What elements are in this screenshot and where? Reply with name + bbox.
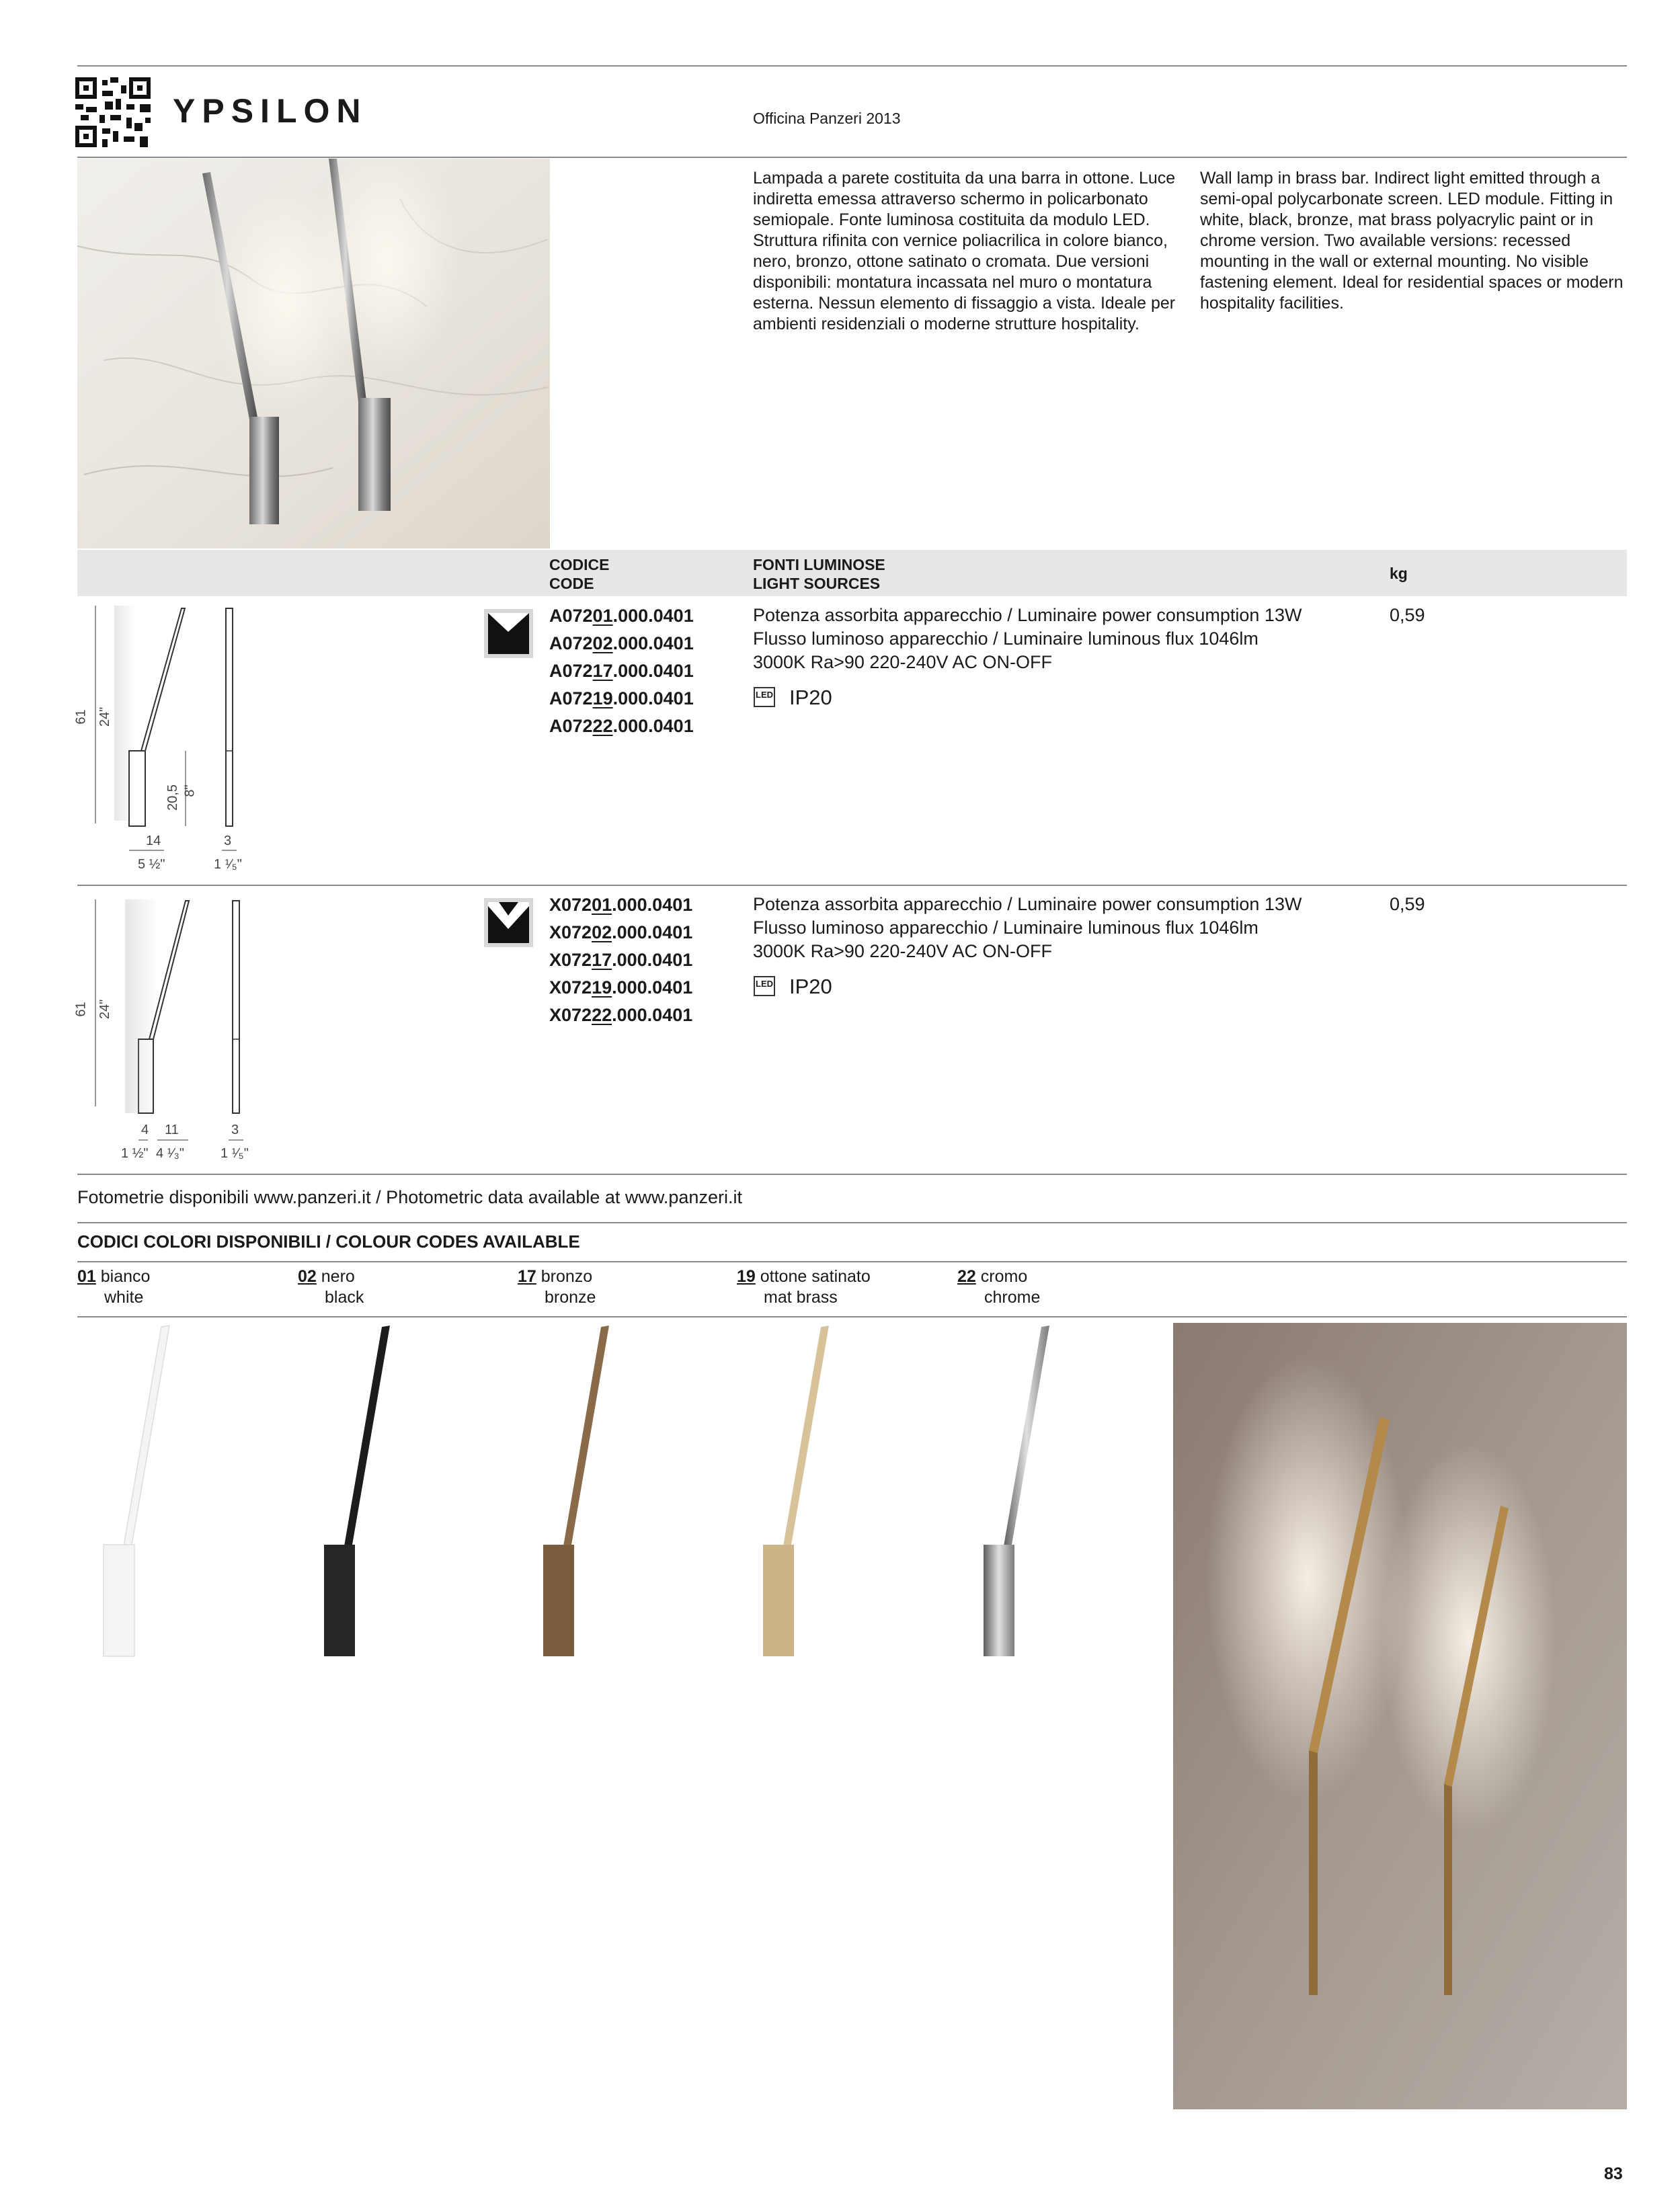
dimension-drawing-surface bbox=[74, 602, 249, 870]
dim-depth-in: 1 ¹⁄₅" bbox=[214, 857, 242, 872]
dim-width-cm: 14 bbox=[146, 834, 161, 848]
power-spec: Potenza assorbita apparecchio / Luminaire power consumption 13W bbox=[753, 894, 1302, 914]
code-line: X07219.000.0401 bbox=[549, 977, 693, 998]
code-line: A07219.000.0401 bbox=[549, 688, 694, 708]
recessed-mount-icon bbox=[484, 898, 533, 947]
hero-photo bbox=[77, 159, 550, 549]
ambient-photo bbox=[1173, 1323, 1627, 2109]
ip-rating: IP20 bbox=[789, 686, 832, 709]
lamp-white-swatch bbox=[94, 1323, 175, 1659]
lamp-brass-swatch bbox=[754, 1323, 834, 1659]
lamp-chrome-swatch bbox=[974, 1323, 1055, 1659]
weight-value: 0,59 bbox=[1390, 894, 1425, 914]
code-line: X07222.000.0401 bbox=[549, 1005, 693, 1025]
dim-bracket-in: 8" bbox=[182, 784, 198, 797]
description-italian: Lampada a parete costituita da una barra in ottone. Luce indiretta emessa attraverso schermo in policarbonato semiopale. Fonte luminosa costituita da modulo LED. Struttura rifinita con vernice poliacrilica in colore bianco, nero, bronzo, ottone satinato o cromata. Due versioni disponibili: montatura incassata nel muro o montatura esterna. Nessun elemento di fissaggio a vista. Ideale per ambienti residenziali o moderne strutture hospitality. bbox=[753, 169, 1176, 333]
colour-option: 22 cromo chrome bbox=[957, 1267, 1041, 1307]
dimension-drawing-recessed bbox=[74, 891, 249, 1160]
dim-width-cm: 11 bbox=[165, 1123, 179, 1137]
code-line: X07202.000.0401 bbox=[549, 922, 693, 942]
product-codes-recessed bbox=[549, 891, 692, 1029]
code-line: X07201.000.0401 bbox=[549, 895, 693, 915]
photometric-note: Fotometrie disponibili www.panzeri.it / Photometric data available at www.panzeri.it bbox=[77, 1187, 742, 1207]
code-header-en: CODE bbox=[549, 575, 594, 592]
color-temp-spec: 3000K Ra>90 220-240V AC ON-OFF bbox=[753, 652, 1052, 672]
sources-header bbox=[753, 555, 885, 593]
led-icon: LED bbox=[754, 687, 775, 707]
page-title: YPSILON bbox=[173, 92, 368, 130]
colour-option: 17 bronzo bronze bbox=[518, 1267, 596, 1307]
dim-height-cm: 61 bbox=[73, 1002, 89, 1017]
qr-code-icon bbox=[75, 77, 151, 147]
dim-bracket-cm: 20,5 bbox=[165, 784, 180, 811]
dim-depth-in: 1 ¹⁄₅" bbox=[221, 1146, 249, 1161]
flux-spec: Flusso luminoso apparecchio / Luminaire luminous flux 1046lm bbox=[753, 918, 1258, 938]
description-english: Wall lamp in brass bar. Indirect light emitted through a semi-opal polycarbonate screen. LED module. Fitting in white, black, bronze, mat brass polyacrylic paint or in chrome version. Two available versions: recessed mounting in the wall or external mounting. No visible fastening element. Ideal for residential spaces or modern hospitality facilities. bbox=[1200, 169, 1624, 313]
dim-height-in: 24" bbox=[97, 706, 113, 727]
sources-header-en: LIGHT SOURCES bbox=[753, 575, 881, 592]
code-line: A07222.000.0401 bbox=[549, 716, 694, 736]
designer-credit: Officina Panzeri 2013 bbox=[753, 110, 901, 127]
light-source-spec bbox=[753, 604, 1302, 674]
color-temp-spec: 3000K Ra>90 220-240V AC ON-OFF bbox=[753, 941, 1052, 961]
surface-mount-icon bbox=[484, 609, 533, 658]
dim-offset-cm: 4 bbox=[141, 1123, 149, 1137]
colour-option: 01 bianco white bbox=[77, 1267, 151, 1307]
dim-height-cm: 61 bbox=[73, 709, 89, 725]
weight-value: 0,59 bbox=[1390, 605, 1425, 625]
code-line: A07217.000.0401 bbox=[549, 661, 694, 681]
weight-header: kg bbox=[1390, 565, 1408, 582]
page-number: 83 bbox=[1604, 2164, 1623, 2183]
code-header-it: CODICE bbox=[549, 556, 610, 573]
power-spec: Potenza assorbita apparecchio / Luminaire power consumption 13W bbox=[753, 605, 1302, 625]
sources-header-it: FONTI LUMINOSE bbox=[753, 556, 885, 573]
flux-spec: Flusso luminoso apparecchio / Luminaire luminous flux 1046lm bbox=[753, 628, 1258, 649]
dim-height-in: 24" bbox=[97, 999, 113, 1020]
ip-rating: IP20 bbox=[789, 975, 832, 998]
dim-depth-cm: 3 bbox=[224, 834, 232, 848]
dim-depth-cm: 3 bbox=[231, 1123, 239, 1137]
colour-codes-title: CODICI COLORI DISPONIBILI / COLOUR CODES AVAILABLE bbox=[77, 1231, 580, 1252]
lamp-black-swatch bbox=[315, 1323, 395, 1659]
product-codes-surface bbox=[549, 602, 694, 740]
code-header bbox=[549, 555, 609, 593]
code-line: A07202.000.0401 bbox=[549, 633, 694, 653]
dim-width-in: 4 ¹⁄₃" bbox=[156, 1146, 184, 1161]
led-icon: LED bbox=[754, 976, 775, 996]
dim-offset-in: 1 ½" bbox=[121, 1146, 149, 1161]
colour-option: 02 nero black bbox=[298, 1267, 364, 1307]
lamp-bronze-swatch bbox=[534, 1323, 614, 1659]
code-line: A07201.000.0401 bbox=[549, 606, 694, 626]
dim-width-in: 5 ½" bbox=[138, 857, 165, 872]
light-source-spec bbox=[753, 893, 1302, 963]
colour-option: 19 ottone satinato mat brass bbox=[737, 1267, 871, 1307]
code-line: X07217.000.0401 bbox=[549, 950, 693, 970]
